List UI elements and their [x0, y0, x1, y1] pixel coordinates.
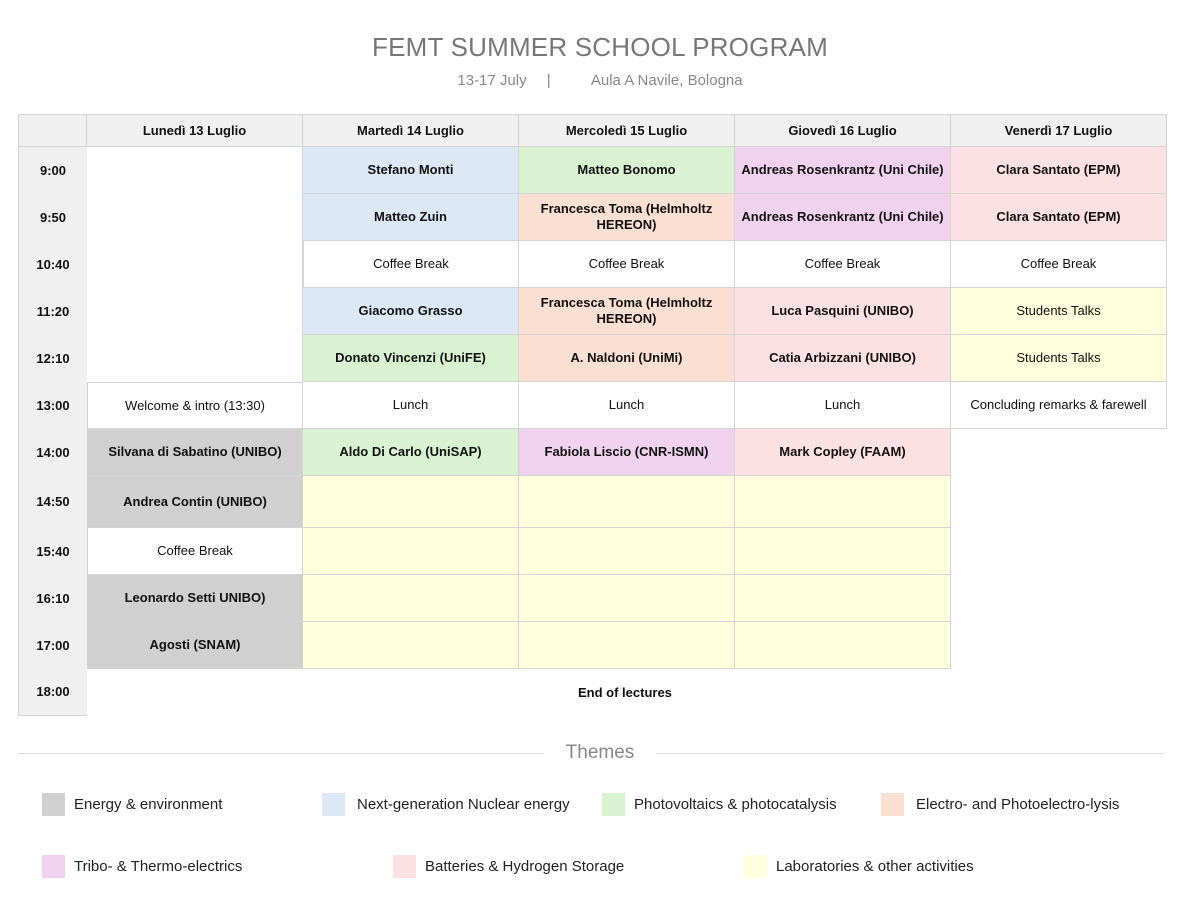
legend-label: Tribo- & Thermo-electrics: [74, 858, 243, 875]
session-cell: Clara Santato (EPM): [951, 147, 1167, 194]
lunch-cell: Lunch: [519, 382, 735, 429]
subtitle: [0, 72, 1200, 89]
session-cell: Matteo Bonomo: [519, 147, 735, 194]
legend-swatch: [42, 793, 65, 816]
day-header: Lunedì 13 Luglio: [87, 114, 303, 147]
session-cell: Francesca Toma (Helmholtz HEREON): [519, 288, 735, 335]
lab-slot: [519, 528, 735, 575]
time-label: 12:10: [18, 335, 87, 382]
coffee-break-cell: Coffee Break: [303, 241, 519, 288]
legend-label: Batteries & Hydrogen Storage: [425, 858, 625, 875]
themes-title: Themes: [565, 742, 635, 763]
lunch-cell: Lunch: [303, 382, 519, 429]
legend-swatch: [881, 793, 904, 816]
legend-swatch: [744, 855, 767, 878]
time-label: 14:50: [18, 476, 87, 528]
lab-slot: [519, 622, 735, 669]
legend-label: Energy & environment: [74, 796, 223, 813]
legend-swatch: [42, 855, 65, 878]
session-cell: Andreas Rosenkrantz (Uni Chile): [735, 194, 951, 241]
lab-slot: [519, 575, 735, 622]
session-cell: A. Naldoni (UniMi): [519, 335, 735, 382]
lab-slot: [735, 528, 951, 575]
time-label: 9:00: [18, 147, 87, 194]
session-cell: Stefano Monti: [303, 147, 519, 194]
time-label: 10:40: [18, 241, 87, 288]
time-label: 18:00: [18, 669, 87, 716]
time-label: 11:20: [18, 288, 87, 335]
legend-item: [322, 793, 570, 816]
subtitle-separator: |: [546, 72, 551, 89]
page-title: FEMT SUMMER SCHOOL PROGRAM: [372, 32, 828, 62]
lab-slot: [303, 528, 519, 575]
time-label: 17:00: [18, 622, 87, 669]
time-label: 15:40: [18, 528, 87, 575]
day-header: Mercoledì 15 Luglio: [519, 114, 735, 147]
lab-slot: [303, 622, 519, 669]
session-cell: Agosti (SNAM): [87, 622, 303, 669]
venue: Aula A Navile, Bologna: [590, 72, 743, 89]
end-of-lectures-label: End of lectures: [578, 684, 672, 700]
legend-swatch: [602, 793, 625, 816]
legend-label: Electro- and Photoelectro-lysis: [916, 796, 1120, 813]
session-cell: Andrea Contin (UNIBO): [87, 476, 303, 528]
legend-item: [744, 855, 974, 878]
lab-slot: [303, 476, 519, 528]
lab-slot: [735, 575, 951, 622]
legend-swatch: [393, 855, 416, 878]
legend-item: [602, 793, 837, 816]
session-cell: Andreas Rosenkrantz (Uni Chile): [735, 147, 951, 194]
empty-slot: [87, 147, 303, 382]
legend-item: [881, 793, 1119, 816]
lunch-cell: Lunch: [735, 382, 951, 429]
lab-slot: [735, 476, 951, 528]
end-of-lectures: [87, 669, 1167, 716]
session-cell: Mark Copley (FAAM): [735, 429, 951, 476]
legend-label: Next-generation Nuclear energy: [357, 796, 570, 813]
session-cell: Students Talks: [951, 288, 1167, 335]
day-header: Martedì 14 Luglio: [303, 114, 519, 147]
session-cell: Clara Santato (EPM): [951, 194, 1167, 241]
coffee-break-cell: Coffee Break: [87, 528, 303, 575]
session-cell: Fabiola Liscio (CNR-ISMN): [519, 429, 735, 476]
session-cell: Catia Arbizzani (UNIBO): [735, 335, 951, 382]
coffee-break-cell: Coffee Break: [519, 241, 735, 288]
time-label: 9:50: [18, 194, 87, 241]
time-label: 16:10: [18, 575, 87, 622]
session-cell: Concluding remarks & farewell: [951, 382, 1167, 429]
legend-item: [42, 793, 222, 816]
corner-cell: [18, 114, 87, 147]
legend-item: [42, 855, 242, 878]
lab-slot: [735, 622, 951, 669]
session-cell: Silvana di Sabatino (UNIBO): [87, 429, 303, 476]
session-cell: Luca Pasquini (UNIBO): [735, 288, 951, 335]
legend-swatch: [322, 793, 345, 816]
day-header: Venerdì 17 Luglio: [951, 114, 1167, 147]
day-header: Giovedì 16 Luglio: [735, 114, 951, 147]
lab-slot: [303, 575, 519, 622]
time-label: 13:00: [18, 382, 87, 429]
schedule-table: [18, 114, 1167, 716]
session-cell: Welcome & intro (13:30): [87, 382, 303, 429]
lab-slot: [519, 476, 735, 528]
session-cell: Donato Vincenzi (UniFE): [303, 335, 519, 382]
session-cell: Aldo Di Carlo (UniSAP): [303, 429, 519, 476]
legend-item: [393, 855, 624, 878]
session-cell: Leonardo Setti UNIBO): [87, 575, 303, 622]
session-cell: Giacomo Grasso: [303, 288, 519, 335]
coffee-break-cell: Coffee Break: [951, 241, 1167, 288]
coffee-break-cell: Coffee Break: [735, 241, 951, 288]
session-cell: Matteo Zuin: [303, 194, 519, 241]
session-cell: Students Talks: [951, 335, 1167, 382]
time-label: 14:00: [18, 429, 87, 476]
dates: 13-17 July: [457, 72, 527, 89]
legend-label: Laboratories & other activities: [776, 858, 974, 875]
session-cell: Francesca Toma (Helmholtz HEREON): [519, 194, 735, 241]
legend-label: Photovoltaics & photocatalysis: [634, 796, 837, 813]
